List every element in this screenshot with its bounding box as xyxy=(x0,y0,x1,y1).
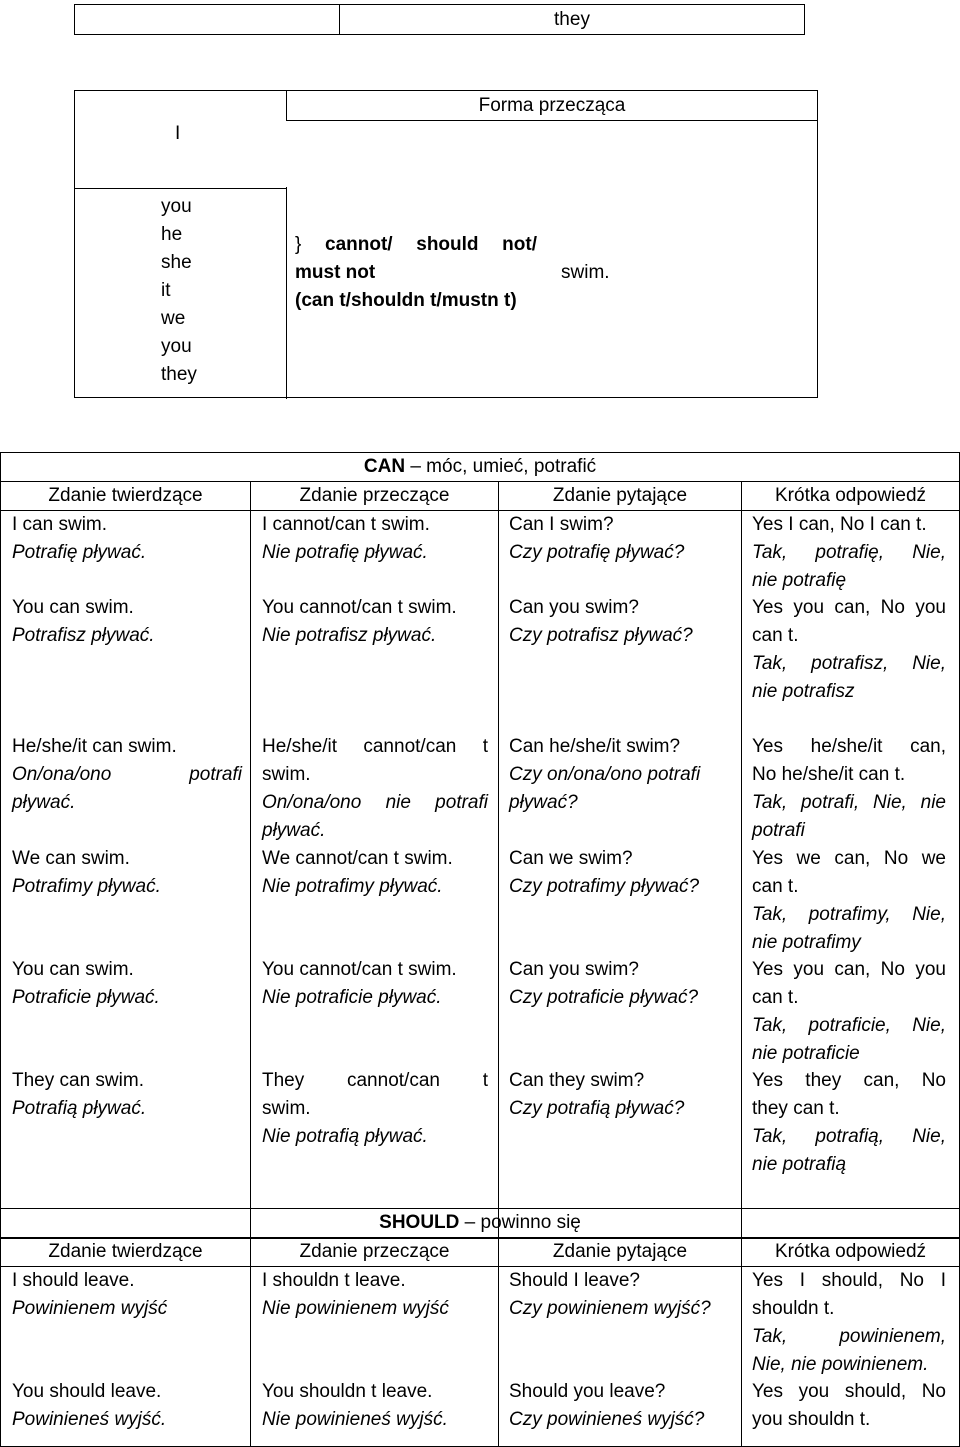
negation-divider-vertical xyxy=(286,187,287,399)
can-table xyxy=(0,452,960,1239)
cell-translation-2: potrafi xyxy=(752,820,805,841)
cell-translation: Tak, powinienem, xyxy=(752,1326,946,1347)
cell-text: He/she/it cannot/can t xyxy=(262,736,488,757)
subject-he: he xyxy=(161,224,183,245)
subject-i: I xyxy=(175,123,181,144)
negation-header-text: Forma przecząca xyxy=(478,95,626,116)
cell-translation-2: pływać. xyxy=(262,820,326,841)
cell-text: Yes he/she/it can, xyxy=(752,736,946,757)
cell-text: We cannot/can t swim. xyxy=(262,848,453,869)
cell-translation: Potrafimy pływać. xyxy=(12,876,161,897)
cell-translation-2: Nie, nie powinienem. xyxy=(752,1354,929,1375)
can-col-question xyxy=(499,511,742,1239)
cell-text: You should leave. xyxy=(12,1381,162,1402)
can-header-affirmative: Zdanie twierdzące xyxy=(1,482,251,511)
can-cell-r2-c3 xyxy=(509,594,735,650)
cell-translation: Tak, potraficie, Nie, xyxy=(752,1015,946,1036)
cell-translation-2: nie potrafimy xyxy=(752,932,861,953)
cell-text: You cannot/can t swim. xyxy=(262,597,457,618)
cell-translation-2: nie potrafią xyxy=(752,1154,847,1175)
brace-glyph: } xyxy=(295,234,302,255)
cell-text: Yes I can, No I can t. xyxy=(752,514,927,535)
can-header-short-answer: Krótka odpowiedź xyxy=(742,482,960,511)
negation-verbs xyxy=(295,231,537,315)
cell-text: I should leave. xyxy=(12,1270,135,1291)
can-cell-r5-c2 xyxy=(262,956,488,1012)
can-cell-r5-c4 xyxy=(752,956,946,1068)
cell-translation: Tak, potrafisz, Nie, xyxy=(752,653,946,674)
subject-we: we xyxy=(161,308,186,329)
can-cell-r6-c3 xyxy=(509,1067,735,1123)
should-cell-r2-c3 xyxy=(509,1378,735,1434)
top-row-they-text: they xyxy=(554,9,590,30)
cell-translation: Czy powinieneś wyjść? xyxy=(509,1409,705,1430)
cell-text: Yes we can, No we xyxy=(752,848,946,869)
cell-text: Yes you can, No you xyxy=(752,959,946,980)
can-cell-r2-c4 xyxy=(752,594,946,706)
cell-translation-2: pływać. xyxy=(12,792,76,813)
can-cell-r5-c3 xyxy=(509,956,735,1012)
can-cell-r3-c1 xyxy=(12,733,242,817)
cell-translation: Tak, potrafią, Nie, xyxy=(752,1126,946,1147)
should-table xyxy=(0,1208,960,1447)
should-cell-r2-c2 xyxy=(262,1378,488,1434)
can-cell-r6-c4 xyxy=(752,1067,946,1179)
negation-header-row xyxy=(286,91,817,121)
cell-text: Can he/she/it swim? xyxy=(509,736,681,757)
cell-text: I cannot/can t swim. xyxy=(262,514,430,535)
verb-line-1 xyxy=(295,231,537,259)
can-cell-r2-c1 xyxy=(12,594,242,650)
should-title-rest: – powinno się xyxy=(459,1212,581,1233)
can-header-question: Zdanie pytające xyxy=(499,482,742,511)
cell-text-2: can t. xyxy=(752,876,799,897)
can-title-rest: – móc, umieć, potrafić xyxy=(405,456,597,477)
can-cell-r6-c2 xyxy=(262,1067,488,1151)
can-title-cell xyxy=(1,453,960,482)
object-swim: swim. xyxy=(561,262,610,283)
cell-translation: Nie powinieneś wyjść. xyxy=(262,1409,448,1430)
should-col-negative xyxy=(251,1267,499,1447)
cell-text-2: can t. xyxy=(752,987,799,1008)
can-cell-r3-c2 xyxy=(262,733,488,845)
cell-text: They can swim. xyxy=(12,1070,144,1091)
cell-translation: Nie powinienem wyjść xyxy=(262,1298,449,1319)
can-cell-r4-c1 xyxy=(12,845,242,901)
cell-translation: Nie potrafią pływać. xyxy=(262,1126,428,1147)
can-cell-r4-c3 xyxy=(509,845,735,901)
cell-text: Yes they can, No xyxy=(752,1070,946,1091)
cell-text: You shouldn t leave. xyxy=(262,1381,433,1402)
should-cell-r1-c2 xyxy=(262,1267,488,1323)
can-col-affirmative xyxy=(1,511,251,1239)
can-cell-r4-c4 xyxy=(752,845,946,957)
cell-text: They cannot/can t xyxy=(262,1070,488,1091)
cell-translation: Tak, potrafimy, Nie, xyxy=(752,904,946,925)
should-header-negative: Zdanie przeczące xyxy=(251,1238,499,1267)
subject-they: they xyxy=(161,364,197,385)
cell-translation: Czy potrafisz pływać? xyxy=(509,625,693,646)
cell-text: Can you swim? xyxy=(509,959,639,980)
cell-text: Can I swim? xyxy=(509,514,614,535)
cell-text: I can swim. xyxy=(12,514,108,535)
cell-translation: Czy on/ona/ono potrafi xyxy=(509,764,701,785)
subject-you: you xyxy=(161,196,192,217)
subject-she: she xyxy=(161,252,192,273)
cell-text: Yes you should, No xyxy=(752,1381,946,1402)
can-cell-r1-c1 xyxy=(12,511,242,567)
should-cell-r2-c4 xyxy=(752,1378,946,1434)
can-cell-r4-c2 xyxy=(262,845,488,901)
can-header-negative: Zdanie przeczące xyxy=(251,482,499,511)
cell-translation: Powinienem wyjść xyxy=(12,1298,168,1319)
top-row-cell-they xyxy=(339,4,805,35)
cell-translation: Czy potraficie pływać? xyxy=(509,987,699,1008)
cell-text: Should you leave? xyxy=(509,1381,666,1402)
cell-text: You can swim. xyxy=(12,597,134,618)
cell-text: You cannot/can t swim. xyxy=(262,959,457,980)
cell-translation: Tak, potrafi, Nie, nie xyxy=(752,792,946,813)
negation-divider-left xyxy=(75,188,287,189)
can-cell-r6-c1 xyxy=(12,1067,242,1123)
cell-text: Yes you can, No you xyxy=(752,597,946,618)
negation-object xyxy=(561,259,610,287)
cell-translation-2: nie potrafisz xyxy=(752,681,855,702)
verb-line-2: must not xyxy=(295,262,376,283)
cell-translation: Potrafię pływać. xyxy=(12,542,147,563)
cell-translation: Nie potrafisz pływać. xyxy=(262,625,437,646)
cell-text: Can we swim? xyxy=(509,848,633,869)
cell-text-2: No he/she/it can t. xyxy=(752,764,906,785)
cell-translation: Nie potrafię pływać. xyxy=(262,542,428,563)
should-cell-r2-c1 xyxy=(12,1378,242,1434)
cell-text: Can they swim? xyxy=(509,1070,645,1091)
cell-translation-2: pływać? xyxy=(509,792,578,813)
cell-translation: Czy potrafią pływać? xyxy=(509,1098,685,1119)
cell-text-2: they can t. xyxy=(752,1098,840,1119)
cell-text: He/she/it can swim. xyxy=(12,736,177,757)
verb-line-1-text: cannot/ should not/ xyxy=(325,234,538,255)
can-col-short-answer xyxy=(742,511,960,1239)
can-cell-r2-c2 xyxy=(262,594,488,650)
cell-translation: Czy potrafimy pływać? xyxy=(509,876,700,897)
should-header-affirmative: Zdanie twierdzące xyxy=(1,1238,251,1267)
cell-translation: On/ona/ono potrafi xyxy=(12,764,242,785)
cell-text: Yes I should, No I xyxy=(752,1270,946,1291)
cell-translation: Potrafisz pływać. xyxy=(12,625,155,646)
can-title-bold: CAN xyxy=(363,456,406,477)
cell-translation: Potrafią pływać. xyxy=(12,1098,147,1119)
should-header-question: Zdanie pytające xyxy=(499,1238,742,1267)
negation-subjects xyxy=(161,193,197,389)
cell-translation: Powinieneś wyjść. xyxy=(12,1409,167,1430)
negation-first-subject xyxy=(175,123,180,145)
should-cell-r1-c4 xyxy=(752,1267,946,1379)
cell-text: We can swim. xyxy=(12,848,130,869)
cell-translation: On/ona/ono nie potrafi xyxy=(262,792,488,813)
can-cell-r5-c1 xyxy=(12,956,242,1012)
cell-translation: Potraficie pływać. xyxy=(12,987,160,1008)
cell-text: Should I leave? xyxy=(509,1270,640,1291)
can-col-negative xyxy=(251,511,499,1239)
should-title-cell xyxy=(1,1209,960,1238)
cell-text-2: can t. xyxy=(752,625,799,646)
verb-line-3: (can t/shouldn t/mustn t) xyxy=(295,290,517,311)
can-cell-r3-c3 xyxy=(509,733,735,817)
should-title-bold: SHOULD xyxy=(379,1212,460,1233)
should-col-affirmative xyxy=(1,1267,251,1447)
cell-translation: Czy powinienem wyjść? xyxy=(509,1298,711,1319)
cell-translation: Nie potraficie pływać. xyxy=(262,987,442,1008)
cell-text: You can swim. xyxy=(12,959,134,980)
cell-text-2: swim. xyxy=(262,764,311,785)
should-col-question xyxy=(499,1267,742,1447)
should-header-short-answer: Krótka odpowiedź xyxy=(742,1238,960,1267)
cell-translation: Nie potrafimy pływać. xyxy=(262,876,443,897)
can-cell-r1-c3 xyxy=(509,511,735,567)
should-col-short-answer xyxy=(742,1267,960,1447)
cell-translation: Czy potrafię pływać? xyxy=(509,542,685,563)
can-cell-r1-c2 xyxy=(262,511,488,567)
cell-text-2: swim. xyxy=(262,1098,311,1119)
should-cell-r1-c3 xyxy=(509,1267,735,1323)
subject-you-plural: you xyxy=(161,336,192,357)
can-cell-r3-c4 xyxy=(752,733,946,845)
can-cell-r1-c4 xyxy=(752,511,946,595)
cell-translation: Tak, potrafię, Nie, xyxy=(752,542,946,563)
top-row-cell-left xyxy=(74,4,340,35)
cell-text-2: you shouldn t. xyxy=(752,1409,871,1430)
cell-text-2: shouldn t. xyxy=(752,1298,835,1319)
subject-it: it xyxy=(161,280,171,301)
should-cell-r1-c1 xyxy=(12,1267,242,1323)
negation-table xyxy=(74,90,818,398)
cell-text: Can you swim? xyxy=(509,597,639,618)
cell-text: I shouldn t leave. xyxy=(262,1270,406,1291)
cell-translation-2: nie potrafię xyxy=(752,570,847,591)
cell-translation-2: nie potraficie xyxy=(752,1043,860,1064)
